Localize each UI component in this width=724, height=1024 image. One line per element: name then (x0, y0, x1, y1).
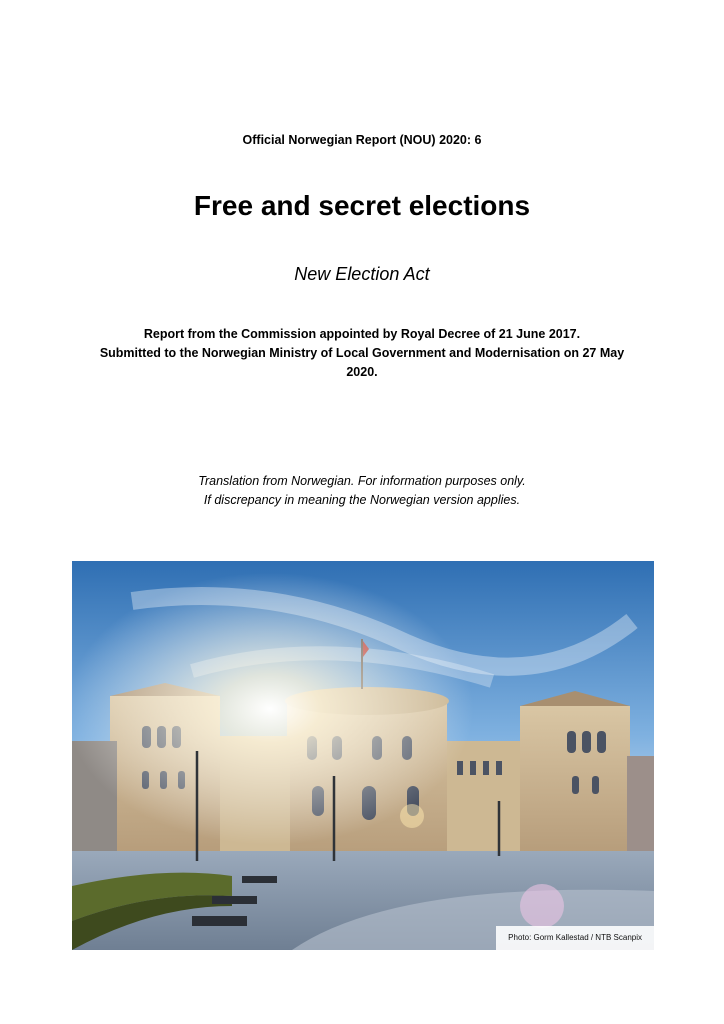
page-title: Free and secret elections (193, 190, 531, 221)
translation-note (0, 472, 724, 510)
report-line: Report from the Commission appointed by Royal Decree of 21 June 2017. (143, 327, 581, 341)
report-line: Submitted to the Norwegian Ministry of Local Government and Modernisation on 27 May (99, 346, 625, 360)
translation-line: Translation from Norwegian. For information purposes only. (198, 474, 526, 488)
parliament-building-illustration (72, 561, 654, 950)
photo-credit: Photo: Gorm Kallestad / NTB Scanpix (496, 926, 654, 950)
translation-line: If discrepancy in meaning the Norwegian version applies. (203, 493, 521, 507)
report-line: 2020. (346, 365, 378, 379)
report-statement (0, 325, 724, 382)
cover-photo (72, 561, 654, 950)
page-subtitle: New Election Act (294, 264, 430, 284)
report-series: Official Norwegian Report (NOU) 2020: 6 (242, 133, 482, 147)
